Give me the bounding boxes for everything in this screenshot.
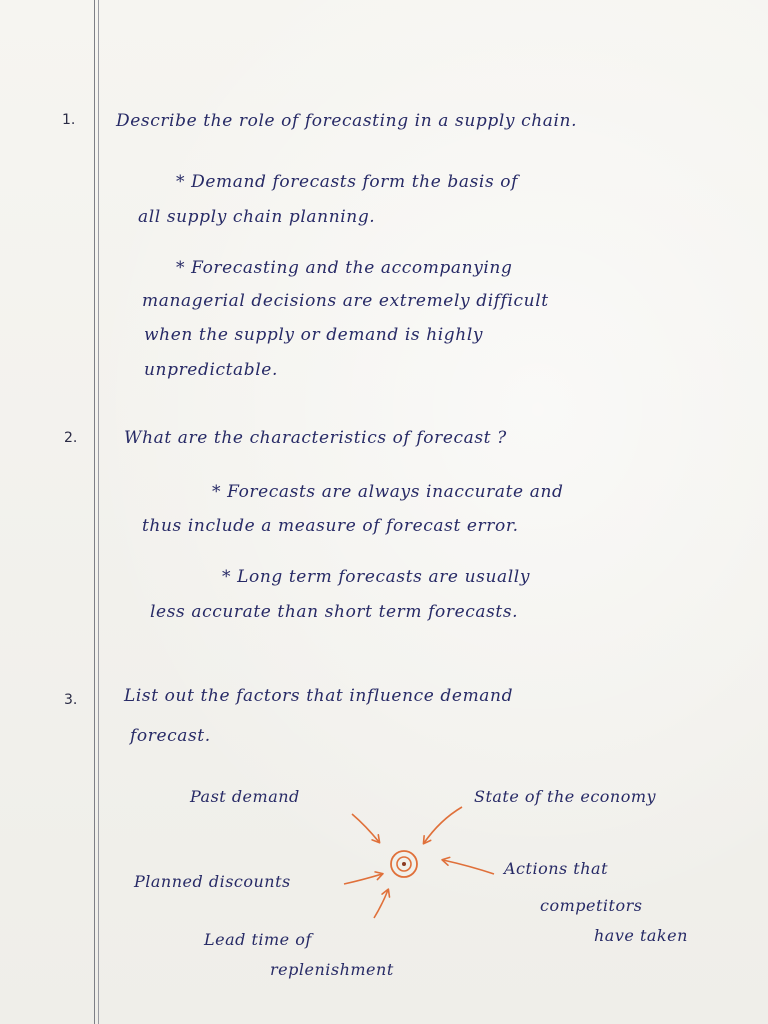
answer-line: when the supply or demand is highly	[144, 325, 484, 345]
factor-state-of-economy: State of the economy	[474, 787, 657, 806]
factor-competitor-actions: competitors	[540, 896, 643, 915]
answer-line: * Long term forecasts are usually	[222, 567, 531, 587]
answer-line: less accurate than short term forecasts.	[150, 602, 519, 622]
question-number: 2.	[64, 430, 78, 446]
arrow-lead-time	[374, 890, 388, 918]
answer-line: unpredictable.	[144, 360, 278, 380]
margin-line	[94, 0, 95, 1024]
arrow-planned-discounts	[344, 874, 382, 884]
factor-competitor-actions: have taken	[594, 926, 688, 945]
answer-line: all supply chain planning.	[138, 207, 376, 227]
arrow-past-demand	[352, 814, 379, 842]
factor-competitor-actions: Actions that	[504, 859, 608, 878]
question-number: 3.	[64, 692, 78, 708]
arrow-competitor-actions	[443, 860, 494, 874]
answer-line: managerial decisions are extremely difficult	[142, 291, 549, 311]
question-text: forecast.	[130, 726, 211, 746]
answer-line: * Demand forecasts form the basis of	[176, 172, 518, 192]
target-icon	[391, 851, 417, 877]
factor-lead-time: replenishment	[270, 960, 394, 979]
factor-planned-discounts: Planned discounts	[134, 872, 291, 891]
margin-line	[98, 0, 99, 1024]
factor-lead-time: Lead time of	[204, 930, 312, 949]
answer-line: thus include a measure of forecast error.	[142, 516, 519, 536]
factor-past-demand: Past demand	[190, 787, 300, 806]
question-text: Describe the role of forecasting in a supply chain.	[116, 111, 578, 131]
question-text: List out the factors that influence demand	[124, 686, 514, 706]
question-text: What are the characteristics of forecast ?	[124, 428, 507, 448]
question-number: 1.	[62, 112, 76, 128]
answer-line: * Forecasting and the accompanying	[176, 258, 513, 278]
arrow-state-of-economy	[424, 807, 462, 843]
answer-line: * Forecasts are always inaccurate and	[212, 482, 564, 502]
